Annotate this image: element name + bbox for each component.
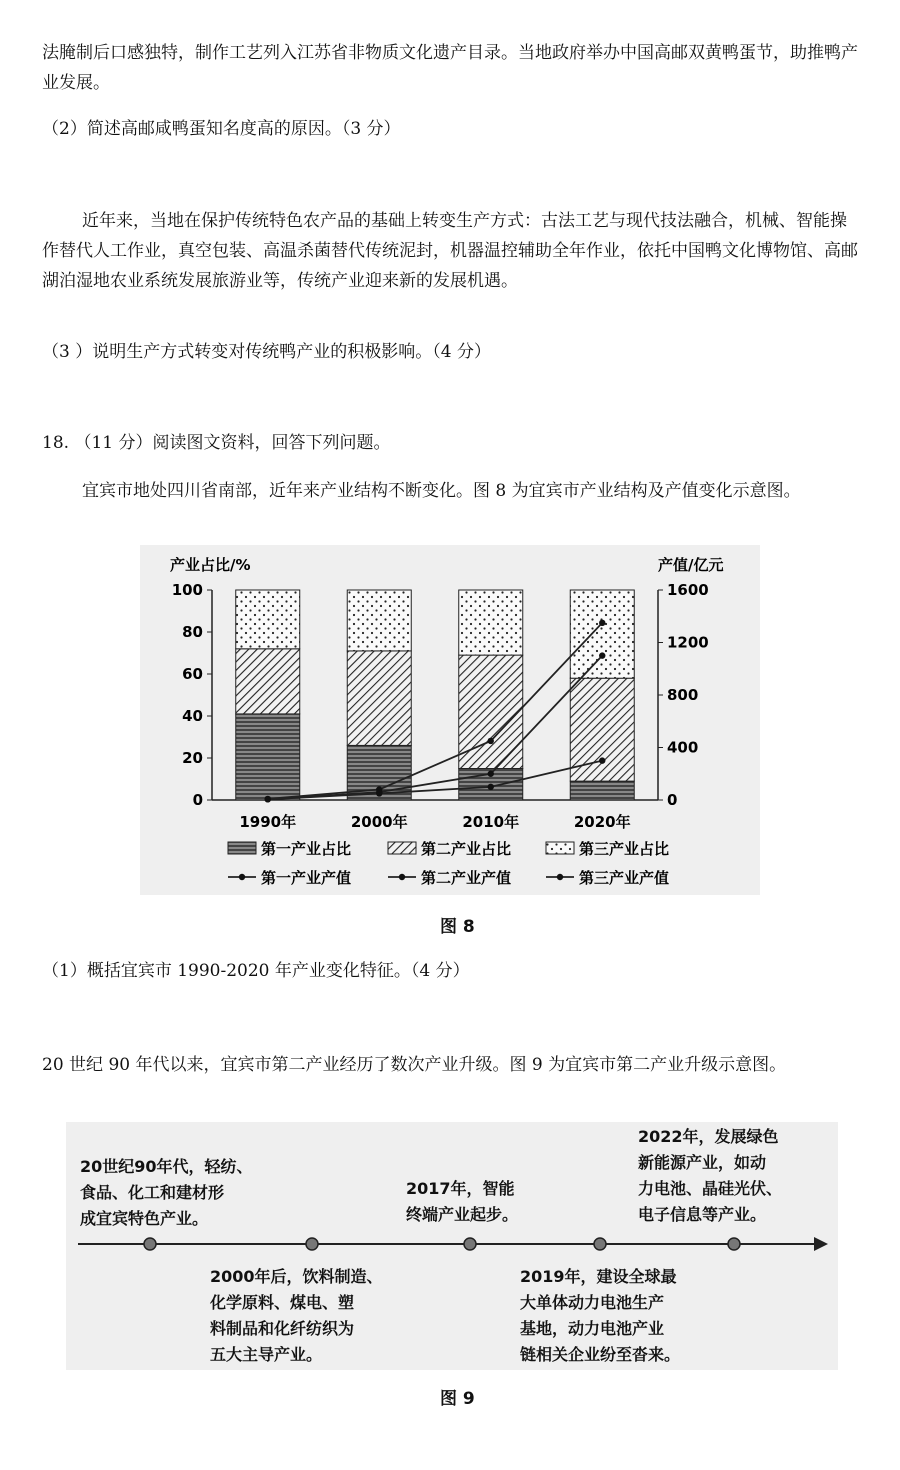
- right-tick-label: 400: [667, 738, 699, 757]
- legend-label: 第三产业占比: [579, 840, 670, 858]
- timeline-event-1990s: 20世纪90年代，轻纺、 食品、化工和建材形 成宜宾特色产业。: [80, 1157, 253, 1228]
- right-tick-label: 1600: [667, 581, 709, 599]
- value-point: [488, 738, 494, 744]
- timeline-node-2000: [306, 1238, 318, 1250]
- left-tick-label: 100: [171, 581, 203, 599]
- paragraph-duck-egg-intro: 法腌制后口感独特，制作工艺列入江苏省非物质文化遗产目录。当地政府举办中国高邮双黄鸭蛋节，助推鸭产业发展。: [42, 43, 858, 93]
- timeline-node-1990s: [144, 1238, 156, 1250]
- legend-label: 第二产业占比: [421, 840, 512, 858]
- value-point: [265, 796, 271, 802]
- timeline-event-2000: 2000年后，饮料制造、 化学原料、煤电、塑 料制品和化纤纺织为 五大主导产业。: [210, 1267, 383, 1364]
- legend-swatch: [388, 842, 416, 854]
- bar-segment: [236, 649, 300, 714]
- question-18-1: （1）概括宜宾市 1990-2020 年产业变化特征。（4 分）: [42, 961, 470, 981]
- paragraph-production-change: 近年来，当地在保护传统特色农产品的基础上转变生产方式：古法工艺与现代技法融合，机械、智能操作替代人工作业，真空包装、高温杀菌替代传统泥封，机器温控辅助全年作业，依托中国鸭文化博物馆、高邮湖泊湿地农业系统发展旅游业等，传统产业迎来新的发展机遇。: [42, 211, 858, 291]
- x-tick-label: 1990年: [239, 813, 297, 831]
- timeline-event-2017: 2017年，智能 终端产业起步。: [406, 1179, 519, 1224]
- value-line: [268, 761, 603, 800]
- left-tick-label: 80: [182, 623, 203, 641]
- legend-swatch: [546, 842, 574, 854]
- left-tick-label: 0: [192, 791, 203, 809]
- legend-label: 第一产业产值: [261, 869, 352, 887]
- bar-segment: [570, 590, 634, 678]
- bar-segment: [236, 714, 300, 800]
- timeline-event-2022: 2022年，发展绿色 新能源产业，如动 力电池、晶硅光伏、 电子信息等产业。: [638, 1127, 783, 1224]
- industry-structure-chart: [140, 545, 760, 895]
- timeline-arrow-icon: [814, 1237, 828, 1251]
- timeline-node-2017: [464, 1238, 476, 1250]
- question-3: （3 ）说明生产方式转变对传统鸭产业的积极影响。（4 分）: [42, 342, 491, 362]
- left-axis-label: 产业占比/%: [170, 556, 251, 574]
- value-point: [376, 789, 382, 795]
- bar-segment: [347, 590, 411, 651]
- figure-8-caption: 图 8: [440, 917, 475, 937]
- value-point: [599, 652, 605, 658]
- legend-marker: [557, 874, 563, 880]
- timeline-node-2022: [728, 1238, 740, 1250]
- value-point: [599, 620, 605, 626]
- bar-segment: [236, 590, 300, 649]
- right-tick-label: 0: [667, 791, 678, 809]
- left-tick-label: 20: [182, 749, 203, 767]
- right-tick-label: 800: [667, 686, 699, 704]
- legend-label: 第二产业产值: [421, 869, 512, 887]
- timeline-event-2019: 2019年，建设全球最 大单体动力电池生产 基地，动力电池产业 链相关企业纷至沓来。: [520, 1267, 681, 1364]
- figure-9-timeline: [66, 1122, 838, 1370]
- timeline-node-2019: [594, 1238, 606, 1250]
- legend-marker: [239, 874, 245, 880]
- bar-segment: [347, 651, 411, 746]
- bar-segment: [570, 781, 634, 800]
- right-axis-label: 产值/亿元: [658, 556, 724, 574]
- question-2: （2）简述高邮咸鸭蛋知名度高的原因。（3 分）: [42, 119, 401, 139]
- left-tick-label: 60: [182, 665, 203, 683]
- legend-label: 第一产业占比: [261, 840, 352, 858]
- right-tick-label: 1200: [667, 633, 709, 652]
- paragraph-yibin-intro: 宜宾市地处四川省南部，近年来产业结构不断变化。图 8 为宜宾市产业结构及产值变化示意图。: [82, 481, 801, 501]
- x-tick-label: 2010年: [462, 813, 520, 831]
- question-18: 18. （11 分）阅读图文资料，回答下列问题。: [42, 433, 391, 453]
- bar-segment: [459, 590, 523, 655]
- value-point: [488, 784, 494, 790]
- paragraph-upgrade-intro: 20 世纪 90 年代以来，宜宾市第二产业经历了数次产业升级。图 9 为宜宾市第二产业升级示意图。: [42, 1055, 787, 1075]
- value-point: [488, 771, 494, 777]
- figure-9-caption: 图 9: [440, 1389, 475, 1409]
- figure-8-chart: [140, 545, 760, 895]
- legend-swatch: [228, 842, 256, 854]
- legend-label: 第三产业产值: [579, 869, 670, 887]
- legend-marker: [399, 874, 405, 880]
- x-tick-label: 2000年: [350, 813, 408, 831]
- x-tick-label: 2020年: [573, 813, 631, 831]
- left-tick-label: 40: [182, 707, 203, 725]
- value-point: [599, 757, 605, 763]
